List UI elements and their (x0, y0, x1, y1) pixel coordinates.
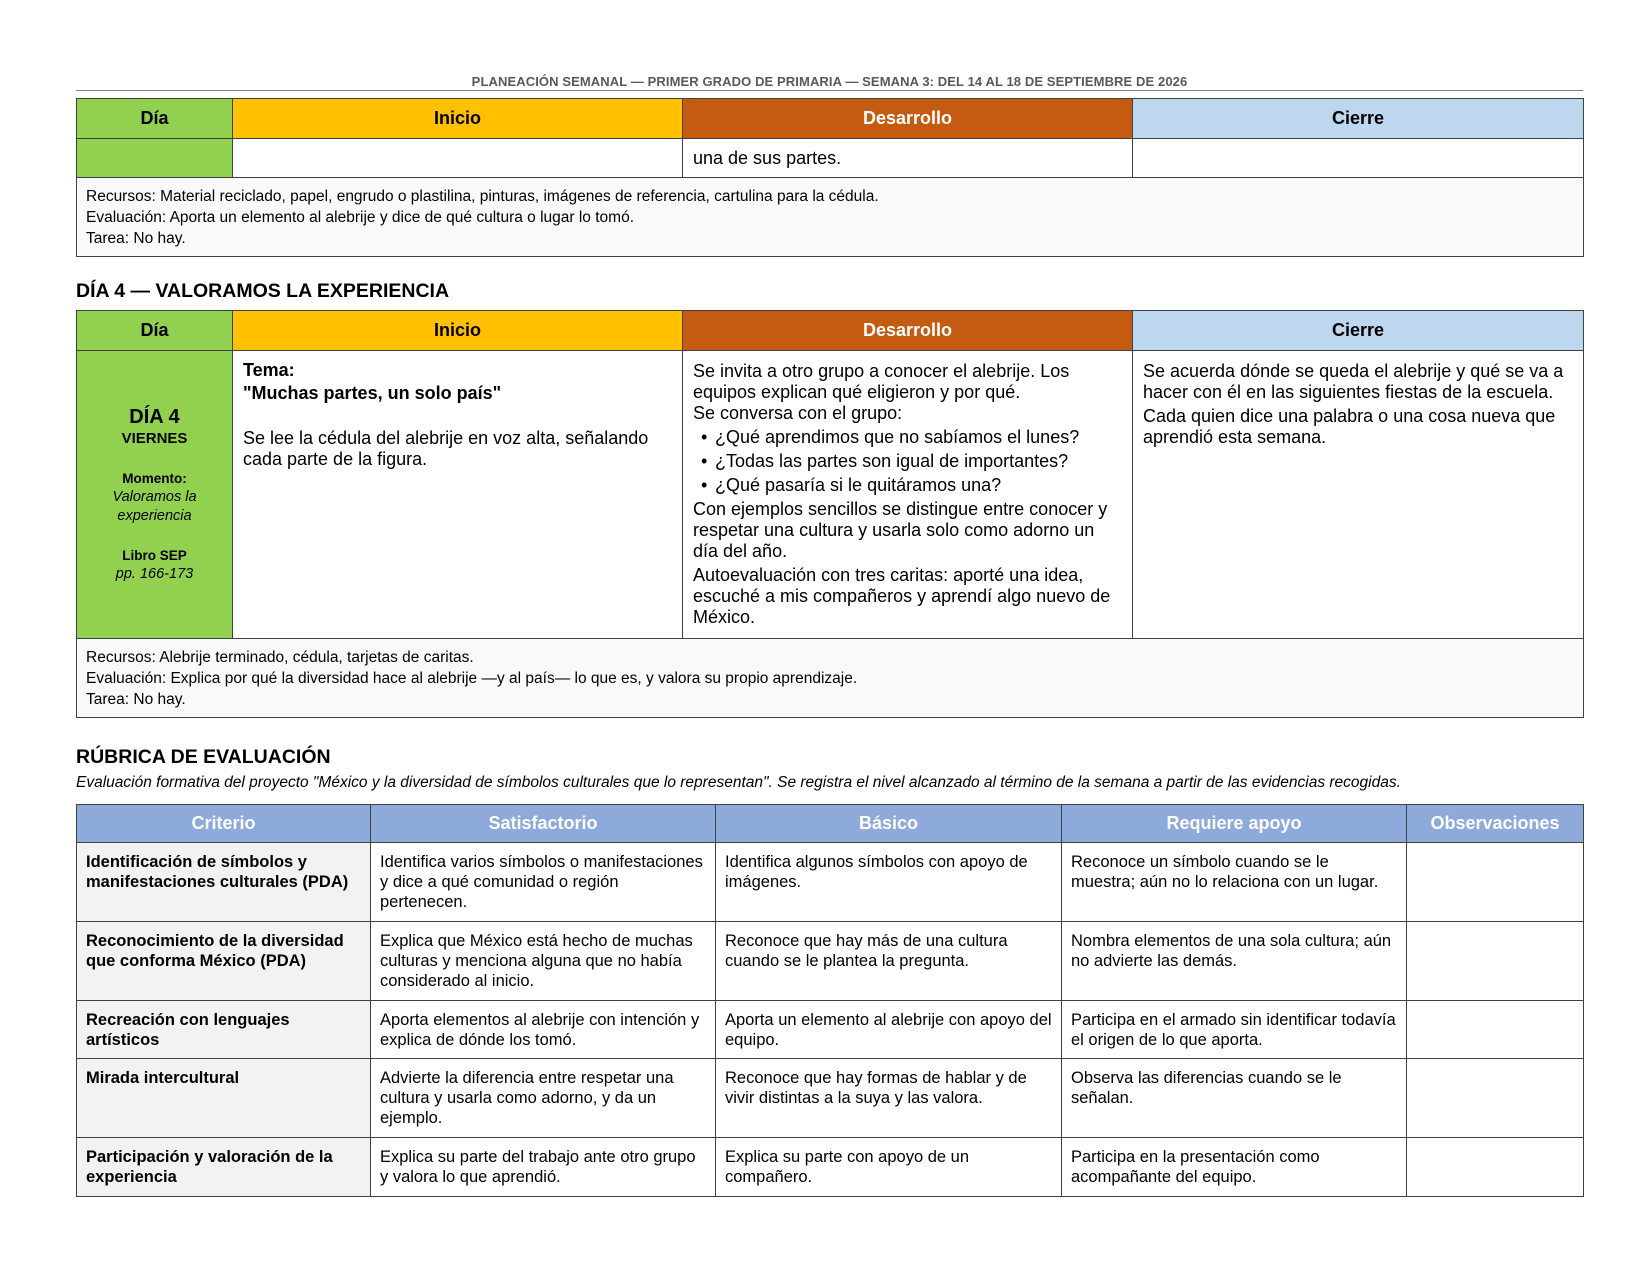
day4-cierre-cell (1133, 351, 1584, 639)
day4-inicio-text: Se lee la cédula del alebrije en voz alta, señalando cada parte de la figura. (243, 428, 649, 469)
day4-weekday: VIERNES (121, 430, 188, 447)
day3-tarea: Tarea: No hay. (86, 230, 186, 247)
day4-tema-title: "Muchas partes, un solo país" (243, 383, 502, 403)
rubric-criterion: Recreación con lenguajes artísticos (77, 1001, 371, 1059)
day3-recursos: Recursos: Material reciclado, papel, engrudo o plastilina, pinturas, imágenes de referencia, cartulina para la cédula. (86, 188, 879, 205)
day4-content-row (77, 351, 1584, 639)
rubric-criterion: Reconocimiento de la diversidad que conforma México (PDA) (77, 922, 371, 1001)
table-row (77, 843, 1584, 922)
day4-desarrollo-bullet: • ¿Qué pasaría si le quitáramos una? (693, 475, 1122, 496)
day3-footer-cell (77, 178, 1584, 257)
day3-footer-row (77, 178, 1584, 257)
rubric-cell-satisfactorio: Explica que México está hecho de muchas culturas y menciona alguna que no había considerado al inicio. (371, 922, 716, 1001)
day3-content-row (77, 139, 1584, 178)
col-header-desarrollo: Desarrollo (683, 311, 1133, 351)
col-header-desarrollo: Desarrollo (683, 99, 1133, 139)
rubric-cell-requiere-apoyo: Observa las diferencias cuando se le señalan. (1062, 1059, 1407, 1138)
rubric-criterion: Mirada intercultural (77, 1059, 371, 1138)
col-header-cierre: Cierre (1133, 99, 1584, 139)
day4-momento-label: Momento: (122, 471, 187, 486)
col-header-cierre: Cierre (1133, 311, 1584, 351)
table-row (77, 1001, 1584, 1059)
rubric-cell-satisfactorio: Aporta elementos al alebrije con intención y explica de dónde los tomó. (371, 1001, 716, 1059)
rubric-header-criterio: Criterio (77, 805, 371, 843)
col-header-inicio: Inicio (233, 99, 683, 139)
spacer (243, 404, 672, 428)
rubric-cell-basico: Reconoce que hay más de una cultura cuando se le plantea la pregunta. (716, 922, 1062, 1001)
rubric-subtitle: Evaluación formativa del proyecto "México y la diversidad de símbolos culturales que lo representan". Se registra el nivel alcanzado al término de la semana a partir de las evidencias recogidas. (76, 774, 1401, 791)
rubric-cell-requiere-apoyo: Participa en la presentación como acompañante del equipo. (1062, 1138, 1407, 1197)
day4-footer-row (77, 639, 1584, 718)
rubric-header-basico: Básico (716, 805, 1062, 843)
rubric-cell-observaciones (1407, 843, 1584, 922)
rubric-cell-basico: Explica su parte con apoyo de un compañero. (716, 1138, 1062, 1197)
table-row (77, 1138, 1584, 1197)
day4-tema-label: Tema: (243, 360, 295, 380)
day4-section-title: DÍA 4 — VALORAMOS LA EXPERIENCIA (76, 280, 450, 302)
rubric-table (76, 804, 1584, 1197)
header-divider (76, 90, 1583, 91)
day3-inicio-cell (233, 139, 683, 178)
rubric-header-observaciones: Observaciones (1407, 805, 1584, 843)
rubric-title: RÚBRICA DE EVALUACIÓN (76, 746, 331, 768)
col-header-dia: Día (77, 99, 233, 139)
rubric-cell-observaciones (1407, 1001, 1584, 1059)
day4-recursos: Recursos: Alebrije terminado, cédula, tarjetas de caritas. (86, 649, 474, 666)
table-row (77, 922, 1584, 1001)
day4-desarrollo-lead: Se conversa con el grupo: (693, 403, 903, 423)
rubric-header-satisfactorio: Satisfactorio (371, 805, 716, 843)
rubric-cell-requiere-apoyo: Nombra elementos de una sola cultura; aún no advierte las demás. (1062, 922, 1407, 1001)
table-row (77, 1059, 1584, 1138)
day4-inicio-cell (233, 351, 683, 639)
day4-table (76, 310, 1584, 718)
day4-cierre-paragraph: Cada quien dice una palabra o una cosa nueva que aprendió esta semana. (1143, 406, 1556, 447)
day4-libro-label: Libro SEP (122, 548, 187, 563)
rubric-cell-satisfactorio: Explica su parte del trabajo ante otro grupo y valora lo que aprendió. (371, 1138, 716, 1197)
day3-header-row (77, 99, 1584, 139)
rubric-criterion: Identificación de símbolos y manifestaciones culturales (PDA) (77, 843, 371, 922)
rubric-header-row (77, 805, 1584, 843)
day4-desarrollo-paragraph: Con ejemplos sencillos se distingue entre conocer y respetar una cultura y usarla solo como adorno un día del año. (693, 499, 1108, 561)
day4-footer-cell (77, 639, 1584, 718)
rubric-cell-observaciones (1407, 922, 1584, 1001)
day4-desarrollo-intro: Se invita a otro grupo a conocer el alebrije. Los equipos explican qué eligieron y por qué. (693, 361, 1070, 402)
page-header-title: PLANEACIÓN SEMANAL — PRIMER GRADO DE PRIMARIA — SEMANA 3: DEL 14 AL 18 DE SEPTIEMBRE DE 2026 (471, 74, 1188, 89)
rubric-cell-requiere-apoyo: Participa en el armado sin identificar todavía el origen de lo que aporta. (1062, 1001, 1407, 1059)
day4-day-number: DÍA 4 (129, 406, 180, 428)
rubric-cell-basico: Reconoce que hay formas de hablar y de vivir distintas a la suya y las valora. (716, 1059, 1062, 1138)
day4-dia-cell (77, 351, 233, 639)
day4-desarrollo-bullet: • ¿Qué aprendimos que no sabíamos el lunes? (693, 427, 1122, 448)
day4-momento-value: Valoramos la experiencia (112, 489, 197, 524)
rubric-header-requiere-apoyo: Requiere apoyo (1062, 805, 1407, 843)
day4-header-row (77, 311, 1584, 351)
day3-cierre-cell (1133, 139, 1584, 178)
rubric-cell-observaciones (1407, 1138, 1584, 1197)
day4-desarrollo-cell (683, 351, 1133, 639)
day3-dia-cell (77, 139, 233, 178)
rubric-cell-observaciones (1407, 1059, 1584, 1138)
day4-desarrollo-bullet: • ¿Todas las partes son igual de importantes? (693, 451, 1122, 472)
rubric-cell-requiere-apoyo: Reconoce un símbolo cuando se le muestra; aún no lo relaciona con un lugar. (1062, 843, 1407, 922)
day4-desarrollo-paragraph: Autoevaluación con tres caritas: aporté una idea, escuché a mis compañeros y aprendí algo nuevo de México. (693, 565, 1111, 627)
col-header-dia: Día (77, 311, 233, 351)
rubric-cell-satisfactorio: Advierte la diferencia entre respetar una cultura y usarla como adorno, y da un ejemplo. (371, 1059, 716, 1138)
rubric-cell-basico: Identifica algunos símbolos con apoyo de imágenes. (716, 843, 1062, 922)
col-header-inicio: Inicio (233, 311, 683, 351)
day4-cierre-paragraph: Se acuerda dónde se queda el alebrije y qué se va a hacer con él en las siguientes fiestas de la escuela. (1143, 361, 1564, 402)
rubric-cell-basico: Aporta un elemento al alebrije con apoyo del equipo. (716, 1001, 1062, 1059)
day3-continued-table (76, 98, 1584, 257)
day4-libro-value: pp. 166-173 (115, 566, 194, 582)
day3-evaluacion: Evaluación: Aporta un elemento al alebrije y dice de qué cultura o lugar lo tomó. (86, 209, 635, 226)
day3-desarrollo-cell: una de sus partes. (683, 139, 1133, 178)
rubric-cell-satisfactorio: Identifica varios símbolos o manifestaciones y dice a qué comunidad o región pertenecen. (371, 843, 716, 922)
rubric-criterion: Participación y valoración de la experiencia (77, 1138, 371, 1197)
day4-tarea: Tarea: No hay. (86, 691, 186, 708)
day4-evaluacion: Evaluación: Explica por qué la diversidad hace al alebrije —y al país— lo que es, y valora su propio aprendizaje. (86, 670, 858, 687)
